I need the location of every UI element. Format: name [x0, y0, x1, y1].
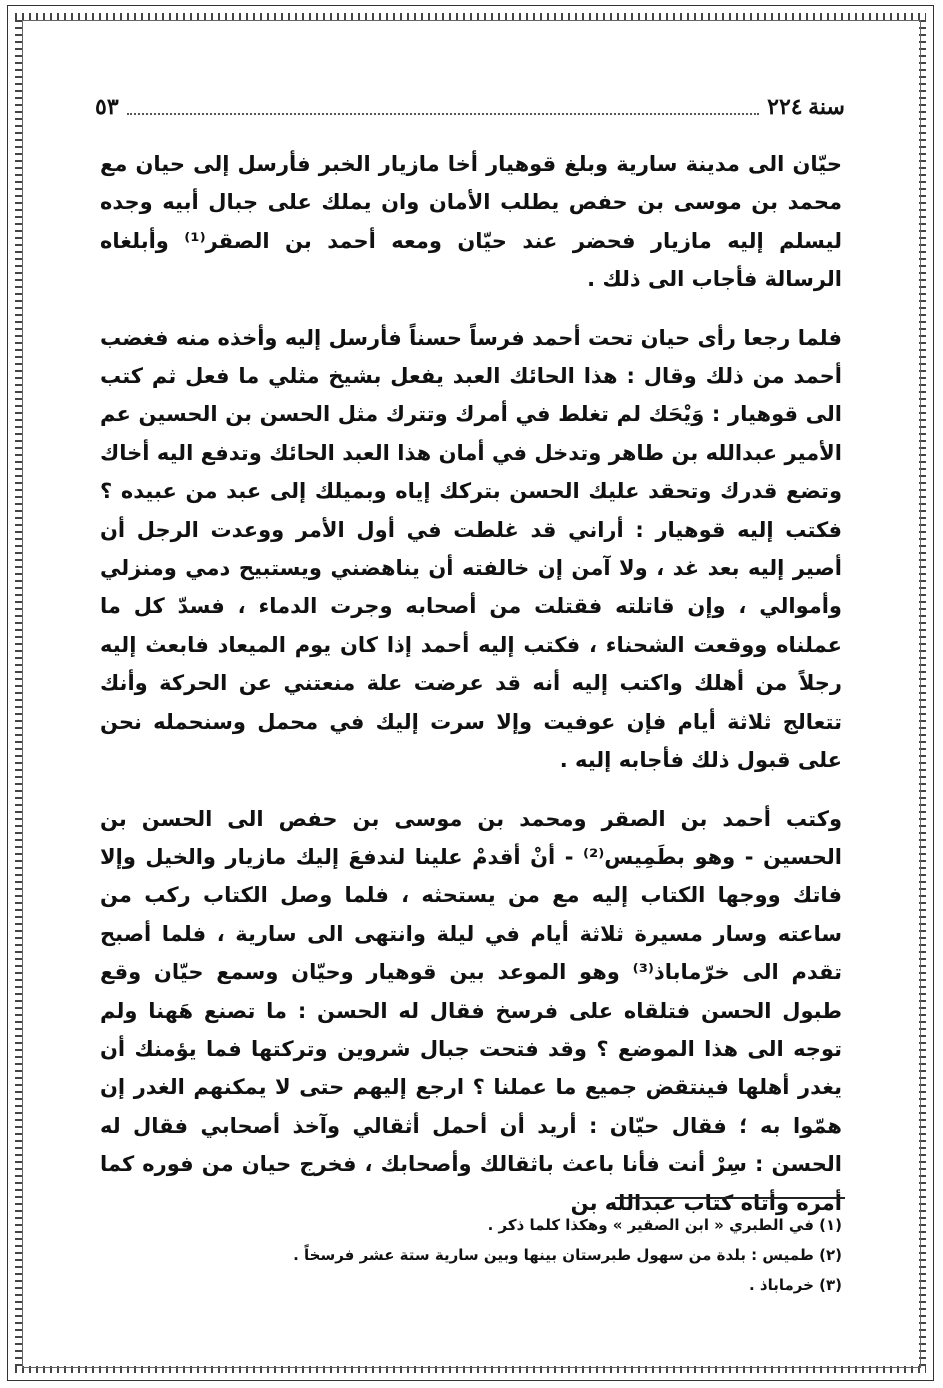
footnote-1: (١) في الطبري « ابن الصقير » وهكذا كلما ذكر .: [487, 1216, 842, 1234]
footnote-separator: [615, 1197, 845, 1199]
footnote-2: (٢) طميس : بلدة من سهول طبرستان بينها وبين سارية ستة عشر فرسخاً .: [293, 1246, 842, 1264]
paragraph-1: حيّان الى مدينة سارية وبلغ قوهيار أخا مازيار الخبر فأرسل إلى حيان مع محمد بن موسى بن حفص يطلب الأمان وان يملك على جبال أبيه وجده ليسلم إليه مازيار فحضر عند حيّان ومعه أحمد بن الصقر⁽¹⁾ وأبلغاه الرسالة فأجاب الى ذلك .: [100, 152, 842, 292]
page-number: ٥٣: [95, 94, 119, 119]
header-year: سنة ٢٢٤: [767, 94, 845, 119]
header-dotted-leader: [127, 99, 760, 115]
footnotes: [100, 1210, 842, 1300]
page-header: [95, 92, 845, 122]
paragraph-2: فلما رجعا رأى حيان تحت أحمد فرساً حسناً فأرسل إليه وأخذه منه فغضب أحمد من ذلك وقال : هذا الحائك العبد يفعل بشيخ مثلي ما فعل ثم كتب الى قوهيار : وَيْحَك لم تغلط في أمرك وتترك مثل الحسن بن الحسين عم الأمير عبدالله بن طاهر وتدخل في أمان هذا العبد الحائك وتدفع اليه أخاك وتضع قدرك وتحقد عليك الحسن بتركك إياه وبميلك إلى عبد من عبيده ؟ فكتب إليه قوهيار : أراني قد غلطت في أول الأمر ووعدت الرجل أن أصير إليه بعد غد ، ولا آمن إن خالفته أن يناهضني ويستبيح دمي ومنزلي وأموالي ، وإن قاتلته فقتلت من أصحابه وجرت الدماء ، فسدّ كل ما عملناه ووقعت الشحناء ، فكتب إليه أحمد إذا كان يوم الميعاد فابعث إليه رجلاً من أهلك واكتب إليه أنه قد عرضت علة منعتني عن الحركة وأنك تتعالج ثلاثة أيام فإن عوفيت وإلا سرت إليك في محمل وسنحمله نحن على قبول ذلك فأجابه إليه .: [100, 325, 842, 773]
main-text: [100, 145, 842, 1242]
paragraph-3: وكتب أحمد بن الصقر ومحمد بن موسى بن حفص الى الحسن بن الحسين - وهو بطَمِيس⁽²⁾ - أنْ أقدمْ علينا لندفعَ إليك مازيار والخيل وإلا فاتك ووجها الكتاب إليه مع من يستحثه ، فلما وصل الكتاب ركب من ساعته وسار مسيرة ثلاثة أيام في ليلة وانتهى الى سارية ، فلما أصبح تقدم الى خرّماباذ⁽³⁾ وهو الموعد بين قوهيار وحيّان وسمع حيّان وقع طبول الحسن فتلقاه على فرسخ فقال له الحسن : ما تصنع هَهنا ولم توجه الى هذا الموضع ؟ وقد فتحت جبال شروين وتركتها فما يؤمنك أن يغدر أهلها فينتقض جميع ما عملنا ؟ ارجع إليهم حتى لا يمكنهم الغدر إن همّوا به ؛ فقال حيّان : أريد أن أحمل أثقالي وآخذ أصحابي فقال له الحسن : سِرْ أنت فأنا باعث باثقالك وأصحابك ، فخرج حيان من فوره كما أمره وأتاه كتاب عبدالله بن: [100, 806, 842, 1215]
footnote-3: (٣) خرماباذ .: [748, 1276, 842, 1294]
